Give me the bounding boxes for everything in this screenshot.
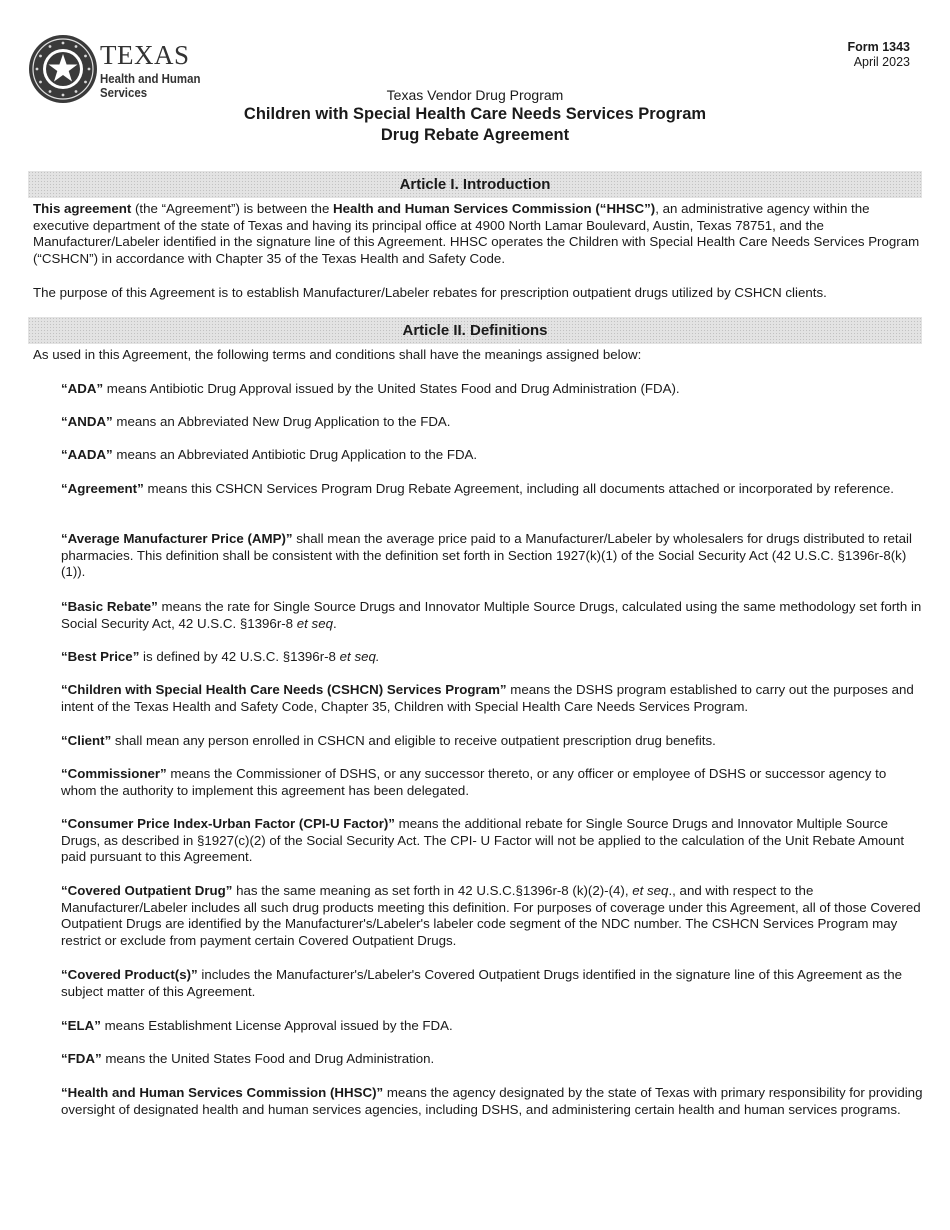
definition-term: “ELA” (61, 1018, 101, 1033)
definition-term: “Covered Product(s)” (61, 967, 198, 982)
form-number: Form 1343 (847, 40, 910, 54)
document-title: Children with Special Health Care Needs Services Program (243, 105, 707, 123)
article-1-heading: Article I. Introduction (28, 171, 922, 198)
definition-term: “Consumer Price Index-Urban Factor (CPI-U Factor)” (61, 816, 395, 831)
definition-item: “ELA” means Establishment License Approval issued by the FDA. (61, 1018, 453, 1033)
definition-item: “Client” shall mean any person enrolled in CSHCN and eligible to receive outpatient prescription drug benefits. (61, 733, 716, 748)
definition-item: “Consumer Price Index-Urban Factor (CPI-U Factor)” means the additional rebate for Single Source Drugs and Innovator Multiple Source Drugs, as described in §1927(c)(2) of the Social Security Act. The CPI- U Factor will not be applied to the calculation of the Unit Rebate Amount paid pursuant to this Agreement. (61, 816, 905, 865)
logo-wordmark-line-2: Health and Human (100, 71, 201, 86)
program-name: Texas Vendor Drug Program (386, 87, 564, 103)
definition-term: “ANDA” (61, 414, 113, 429)
logo-wordmark-texas: TEXAS (100, 40, 190, 70)
definition-term: “Children with Special Health Care Needs (CSHCN) Services Program” (61, 682, 507, 697)
document-titles (0, 86, 950, 146)
definition-item: “FDA” means the United States Food and Drug Administration. (61, 1051, 435, 1066)
definition-item: “Agreement” means this CSHCN Services Program Drug Rebate Agreement, including all documents attached or incorporated by reference. (61, 481, 894, 496)
definition-item: “Commissioner” means the Commissioner of DSHS, or any successor thereto, or any officer or employee of DSHS or successor agency to whom the authority to implement this agreement has been delegated. (61, 766, 887, 798)
definition-term: “Commissioner” (61, 766, 167, 781)
form-identifier (847, 40, 910, 70)
definition-item: “Children with Special Health Care Needs (CSHCN) Services Program” means the DSHS program established to carry out the purposes and intent of the Texas Health and Safety Code, Chapter 35, Children with Special Health Care Needs Services Program. (61, 682, 914, 714)
definition-item: “ANDA” means an Abbreviated New Drug Application to the FDA. (61, 414, 451, 429)
definition-term: “Covered Outpatient Drug” (61, 883, 233, 898)
definition-term: “AADA” (61, 447, 113, 462)
definition-item: “ADA” means Antibiotic Drug Approval issued by the United States Food and Drug Administration (FDA). (61, 381, 680, 396)
definition-term: “Best Price” (61, 649, 140, 664)
definition-item: “AADA” means an Abbreviated Antibiotic Drug Application to the FDA. (61, 447, 478, 462)
definition-item: “Health and Human Services Commission (HHSC)” means the agency designated by the state of Texas with primary responsibility for providing oversight of designated health and human services agencies, including DSHS, and administering certain health and human services programs. (61, 1085, 923, 1117)
definition-term: “Agreement” (61, 481, 144, 496)
definition-item: “Average Manufacturer Price (AMP)” shall mean the average price paid to a Manufacturer/Labeler by wholesalers for drugs distributed to retail pharmacies. This definition shall be consistent with the definition set forth in Section 1927(k)(1) of the Social Security Act (42 U.S.C. §1396r-8(k)(1)). (61, 531, 912, 580)
article-1-paragraph-1: This agreement (the “Agreement”) is between the Health and Human Services Commission (“HHSC”), an administrative agency within the executive department of the state of Texas and having its principal office at 4900 North Lamar Boulevard, Austin, Texas 78751, and the Manufacturer/Labeler identified in the signature line of this Agreement. HHSC operates the Children with Special Health Care Needs Services Program (“CSHCN”) in accordance with Chapter 35 of the Texas Health and Safety Code. (33, 201, 920, 266)
definition-term: “ADA” (61, 381, 104, 396)
form-date: April 2023 (853, 55, 910, 69)
definition-item: “Covered Product(s)” includes the Manufacturer's/Labeler's Covered Outpatient Drugs identified in the signature line of this Agreement as the subject matter of this Agreement. (61, 967, 902, 999)
article-2-heading: Article II. Definitions (28, 317, 922, 344)
agreement-lead: This agreement (33, 201, 132, 216)
hhsc-name: Health and Human Services Commission (“HHSC”) (333, 201, 656, 216)
definition-term: “Basic Rebate” (61, 599, 158, 614)
article-1-paragraph-2: The purpose of this Agreement is to establish Manufacturer/Labeler rebates for prescription outpatient drugs utilized by CSHCN clients. (33, 285, 827, 300)
definition-term: “Client” (61, 733, 112, 748)
logo-wordmark-line-3: Services (100, 85, 148, 100)
document-subtitle: Drug Rebate Agreement (380, 126, 570, 144)
definition-term: “Average Manufacturer Price (AMP)” (61, 531, 293, 546)
definition-term: “FDA” (61, 1051, 102, 1066)
definition-item: “Covered Outpatient Drug” has the same meaning as set forth in 42 U.S.C.§1396r-8 (k)(2)-(4), et seq., and with respect to the Manufacturer/Labeler includes all such drug products meeting this definition. For purposes of coverage under this Agreement, all of those Covered Outpatient Drugs are identified by the Manufacturer's/Labeler's labeler code segment of the NDC number. The CSHCN Services Program may restrict or exclude from payment certain Covered Outpatient Drugs. (61, 883, 921, 948)
definition-term: “Health and Human Services Commission (HHSC)” (61, 1085, 384, 1100)
definitions-intro: As used in this Agreement, the following terms and conditions shall have the meanings assigned below: (33, 347, 642, 362)
definition-item: “Basic Rebate” means the rate for Single Source Drugs and Innovator Multiple Source Drugs, calculated using the same methodology set forth in Social Security Act, 42 U.S.C. §1396r-8 et seq. (61, 599, 922, 631)
definition-item: “Best Price” is defined by 42 U.S.C. §1396r-8 et seq. (61, 649, 380, 664)
